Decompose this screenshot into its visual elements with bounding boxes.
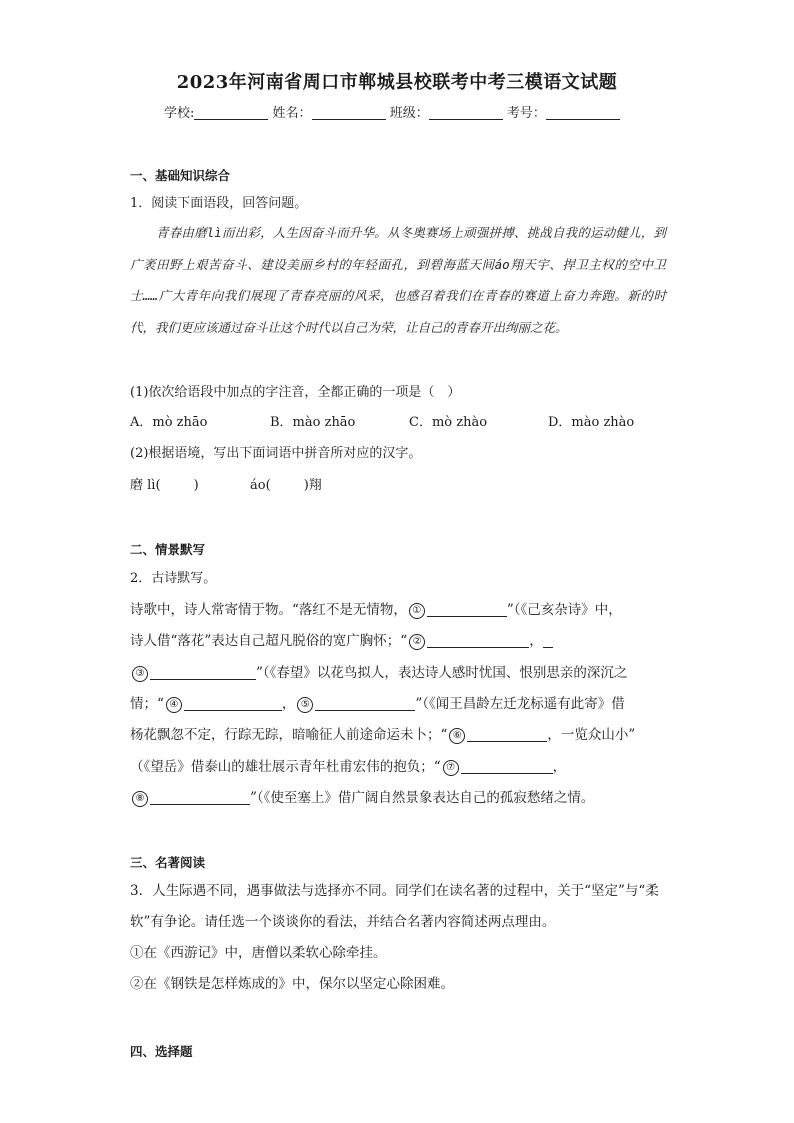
blank-6[interactable] — [467, 727, 547, 742]
passage-text: 青春由磨lì而出彩，人生因奋斗而升华。从冬奥赛场上顽强拼搏、挑战自我的运动健儿，到广袤田野上艰苦奋斗、建设美丽乡村的年轻面孔，到碧海蓝天间áo翔天宇、捍卫主权的空中卫士……广大青年向我们展现了青春亮丽的风采，也感召着我们在青春的赛道上奋力奔跑。新的时代，我们更应该通过奋斗让这个时代以自己为荣，让自己的青春开出绚丽之花。 — [130, 225, 666, 335]
mark-3: ③ — [132, 666, 148, 682]
question-3-line-2: 软”有争论。请任选一个谈谈你的看法，并结合名著内容简述两点理由。 — [130, 914, 556, 930]
section-heading-basics: 一、基础知识综合 — [130, 168, 231, 183]
mark-4: ④ — [166, 697, 182, 713]
question-1-sub2: (2)根据语境，写出下面词语中拼音所对应的汉字。 — [130, 446, 422, 461]
fill-blank-li[interactable]: 磨 lì( ) — [130, 478, 199, 493]
poem-line-4: 情；“ ④ ， ⑤ ”（《闻王昌龄左迁龙标遥有此寄》借 — [130, 696, 625, 712]
number-blank[interactable] — [546, 105, 620, 120]
blank-7[interactable] — [461, 759, 553, 774]
school-label: 学校: — [164, 106, 195, 121]
question-2-stem: 2．古诗默写。 — [130, 571, 217, 586]
question-3-line-1: 3．人生际遇不同，遇事做法与选择亦不同。同学们在读名著的过程中，关于“坚定”与“柔 — [130, 883, 659, 899]
section-heading-recitation: 二、情景默写 — [130, 542, 206, 557]
option-a[interactable]: A．mò zhāo — [130, 415, 208, 430]
question-1-stem: 1．阅读下面语段，回答问题。 — [130, 196, 308, 211]
poem-line-1: 诗歌中，诗人常寄情于物。“落红不是无情物， ① ”（《己亥杂诗》中， — [130, 602, 622, 618]
name-blank[interactable] — [312, 105, 386, 120]
poem-line-5: 杨花飘忽不定，行踪无踪，暗喻征人前途命运未卜；“ ⑥ ，一览众山小” — [130, 727, 636, 743]
mark-6: ⑥ — [449, 728, 465, 744]
name-label: 姓名： — [272, 106, 312, 121]
poem-line-3: ③ ”（《春望》以花鸟拟人，表达诗人感时忧国、恨别思亲的深沉之 — [130, 661, 627, 682]
blank-1[interactable] — [427, 602, 507, 617]
blank-5[interactable] — [315, 696, 415, 711]
option-c[interactable]: C．mò zhào — [409, 415, 488, 430]
school-blank[interactable] — [194, 105, 268, 120]
question-3-option-2: ②在《钢铁是怎样炼成的》中，保尔以坚定心除困难。 — [130, 976, 454, 992]
poem-line-2: 诗人借“落花”表达自己超凡脱俗的宽广胸怀；“ ② ， — [130, 629, 553, 650]
mark-1: ① — [409, 603, 425, 619]
blank-4[interactable] — [184, 696, 282, 711]
option-b[interactable]: B．mào zhāo — [270, 415, 356, 430]
student-info-line — [164, 102, 620, 121]
question-1-sub1: (1)依次给语段中加点的字注音，全都正确的一项是（ ） — [130, 385, 461, 400]
number-label: 考号： — [506, 106, 546, 121]
reading-passage — [130, 217, 666, 343]
fill-blank-ao[interactable]: áo( )翔 — [250, 478, 322, 493]
blank-2[interactable] — [427, 633, 529, 648]
poem-line-7: ⑧ ”（《使至塞上》借广阔自然景象表达自己的孤寂愁绪之情。 — [130, 786, 594, 807]
class-blank[interactable] — [429, 105, 503, 120]
poem-line-6: （《望岳》借泰山的雄壮展示青年杜甫宏伟的抱负；“ ⑦ ， — [130, 759, 567, 775]
section-heading-classics: 三、名著阅读 — [130, 855, 206, 870]
mark-2: ② — [409, 634, 425, 650]
blank-8[interactable] — [150, 790, 250, 805]
mark-7: ⑦ — [443, 760, 459, 776]
question-3-option-1: ①在《西游记》中，唐僧以柔软心除牵挂。 — [130, 945, 387, 961]
page-title: 2023年河南省周口市郸城县校联考中考三模语文试题 — [176, 72, 618, 93]
blank-3[interactable] — [150, 665, 256, 680]
section-heading-choice: 四、选择题 — [130, 1044, 193, 1059]
option-d[interactable]: D．mào zhào — [548, 415, 635, 430]
mark-5: ⑤ — [297, 697, 313, 713]
mark-8: ⑧ — [132, 791, 148, 807]
class-label: 班级： — [389, 106, 429, 121]
